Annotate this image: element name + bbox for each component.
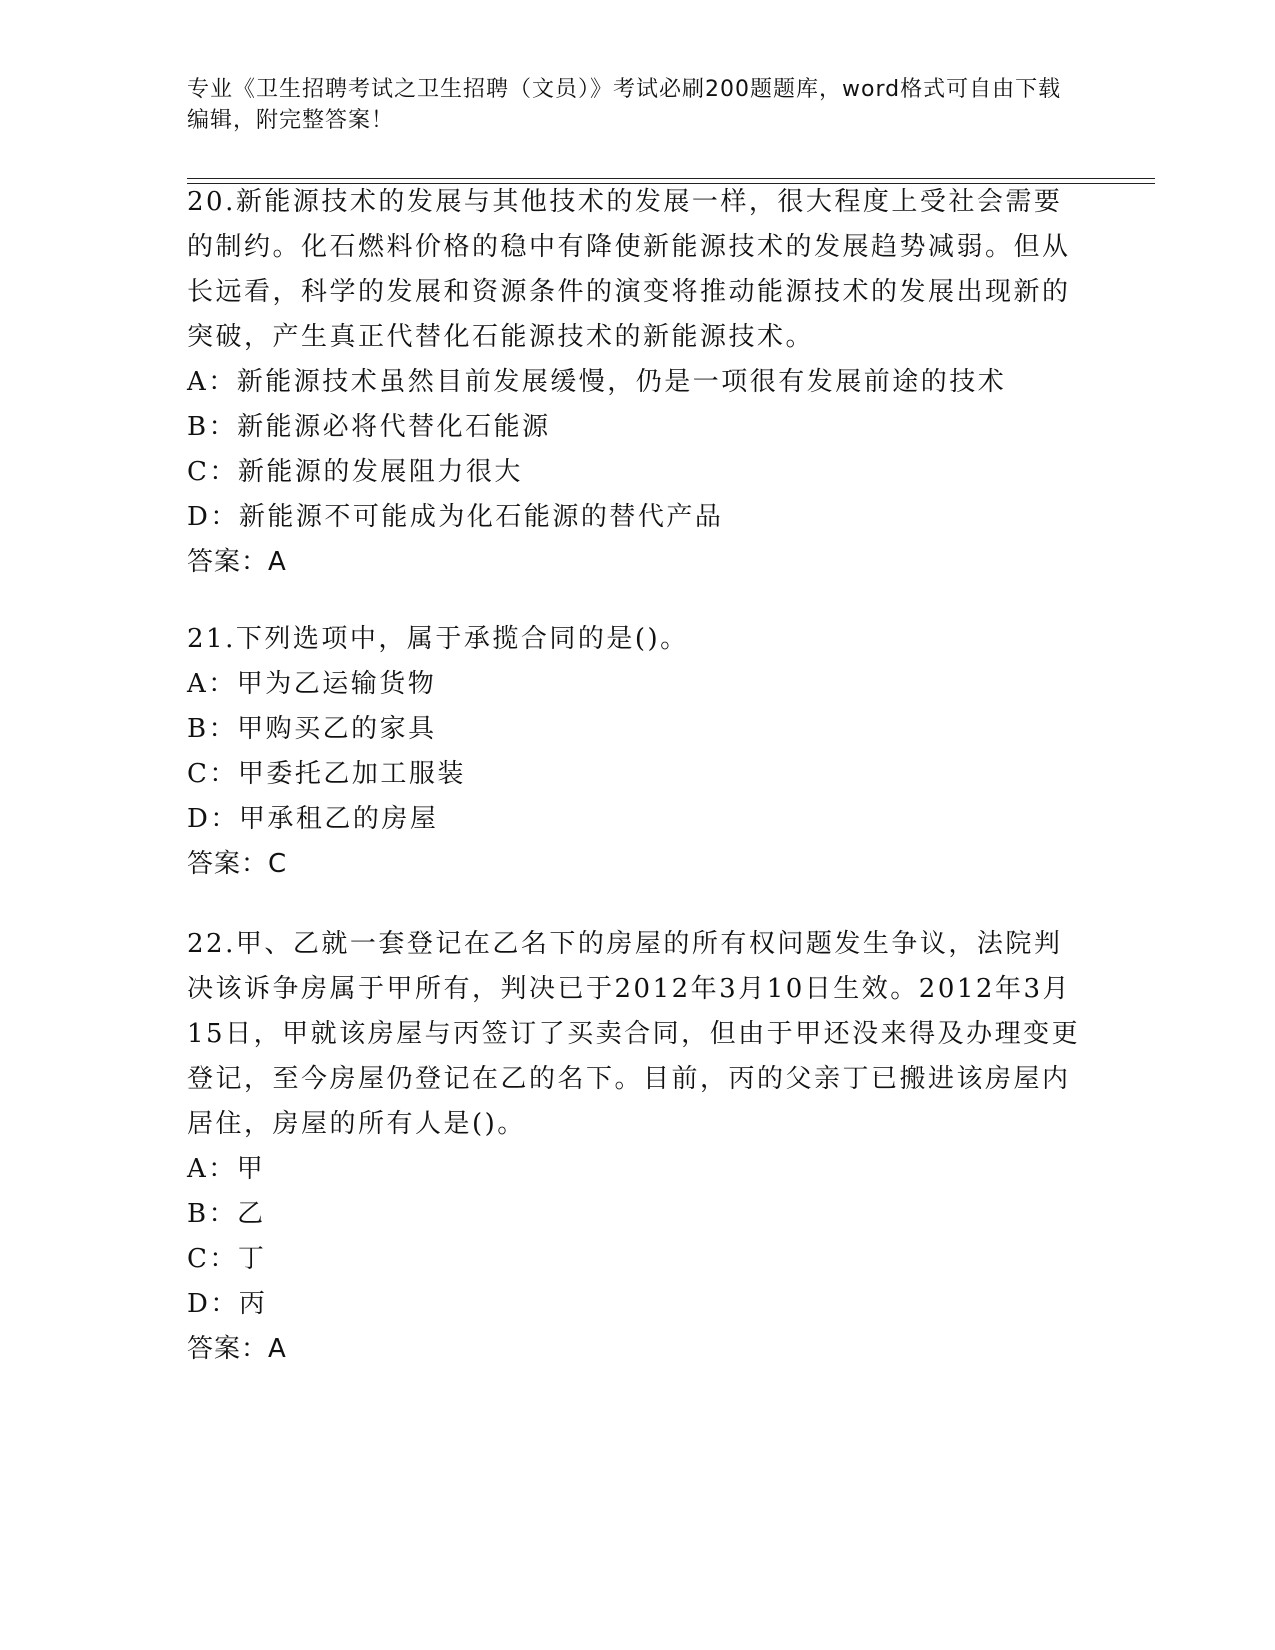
question-22 bbox=[187, 922, 1087, 1372]
question-stem: 21.下列选项中，属于承揽合同的是()。 bbox=[187, 624, 689, 654]
option-b: B：甲购买乙的家具 bbox=[187, 714, 437, 744]
header-divider-top bbox=[187, 178, 1155, 179]
option-a: A：甲 bbox=[187, 1154, 266, 1184]
answer-label: 答案：A bbox=[187, 1334, 287, 1364]
question-21 bbox=[187, 617, 1087, 887]
answer-label: 答案：A bbox=[187, 547, 287, 577]
option-c: C：新能源的发展阻力很大 bbox=[187, 457, 523, 487]
option-a: A：新能源技术虽然目前发展缓慢，仍是一项很有发展前途的技术 bbox=[187, 367, 1007, 397]
question-20 bbox=[187, 180, 1087, 585]
document-header: 专业《卫生招聘考试之卫生招聘（文员）》考试必刷200题题库，word格式可自由下载编辑，附完整答案！ bbox=[187, 77, 1062, 133]
option-b: B：乙 bbox=[187, 1199, 266, 1229]
answer-label: 答案：C bbox=[187, 849, 288, 879]
option-c: C：甲委托乙加工服装 bbox=[187, 759, 466, 789]
option-d: D：丙 bbox=[187, 1289, 268, 1319]
option-b: B：新能源必将代替化石能源 bbox=[187, 412, 551, 442]
question-stem: 20.新能源技术的发展与其他技术的发展一样，很大程度上受社会需要的制约。化石燃料价格的稳中有降使新能源技术的发展趋势减弱。但从长远看，科学的发展和资源条件的演变将推动能源技术的发展出现新的突破，产生真正代替化石能源技术的新能源技术。 bbox=[187, 187, 1071, 352]
option-d: D：甲承租乙的房屋 bbox=[187, 804, 439, 834]
option-d: D：新能源不可能成为化石能源的替代产品 bbox=[187, 502, 724, 532]
option-a: A：甲为乙运输货物 bbox=[187, 669, 437, 699]
question-stem: 22.甲、乙就一套登记在乙名下的房屋的所有权问题发生争议，法院判决该诉争房属于甲所有，判决已于2012年3月10日生效。2012年3月15日，甲就该房屋与丙签订了买卖合同，但由于甲还没来得及办理变更登记，至今房屋仍登记在乙的名下。目前，丙的父亲丁已搬进该房屋内居住，房屋的所有人是()。 bbox=[187, 929, 1081, 1139]
option-c: C：丁 bbox=[187, 1244, 267, 1274]
